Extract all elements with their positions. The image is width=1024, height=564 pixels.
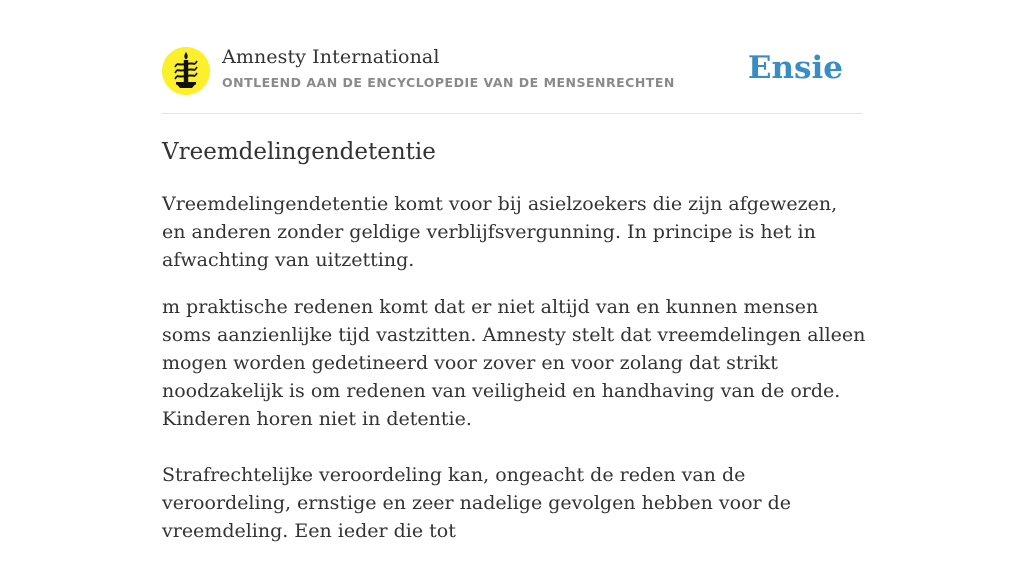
article-paragraph-1: Vreemdelingendetentie komt voor bij asielzoekers die zijn afgewezen, en anderen zonder geldige verblijfsvergunning. In principe is het in afwachting van uitzetting. <box>162 193 838 271</box>
brand-subtitle: ONTLEEND AAN DE ENCYCLOPEDIE VAN DE MENSENRECHTEN <box>222 75 675 90</box>
article-title: Vreemdelingendetentie <box>162 139 436 165</box>
amnesty-candle-icon[interactable] <box>162 47 210 95</box>
brand-name: Amnesty International <box>222 46 440 68</box>
page <box>162 0 866 542</box>
site-header <box>162 46 862 96</box>
header-divider <box>162 113 862 114</box>
article-body <box>162 190 866 564</box>
article-paragraph-2: m praktische redenen komt dat er niet altijd van en kunnen mensen soms aanzienlijke tijd vastzitten. Amnesty stelt dat vreemdelingen alleen mogen worden gedetineerd voor zover en voor zolang dat strikt noodzakelijk is om redenen van veiligheid en handhaving van de orde. Kinderen horen niet in detentie. Strafrechtelijke veroordeling kan, ongeacht de reden van de veroordeling, ernstige en zeer nadelige gevolgen hebben voor de vreemdeling. Een ieder die tot <box>162 296 866 542</box>
ensie-logo-link[interactable]: Ensie <box>747 50 843 86</box>
